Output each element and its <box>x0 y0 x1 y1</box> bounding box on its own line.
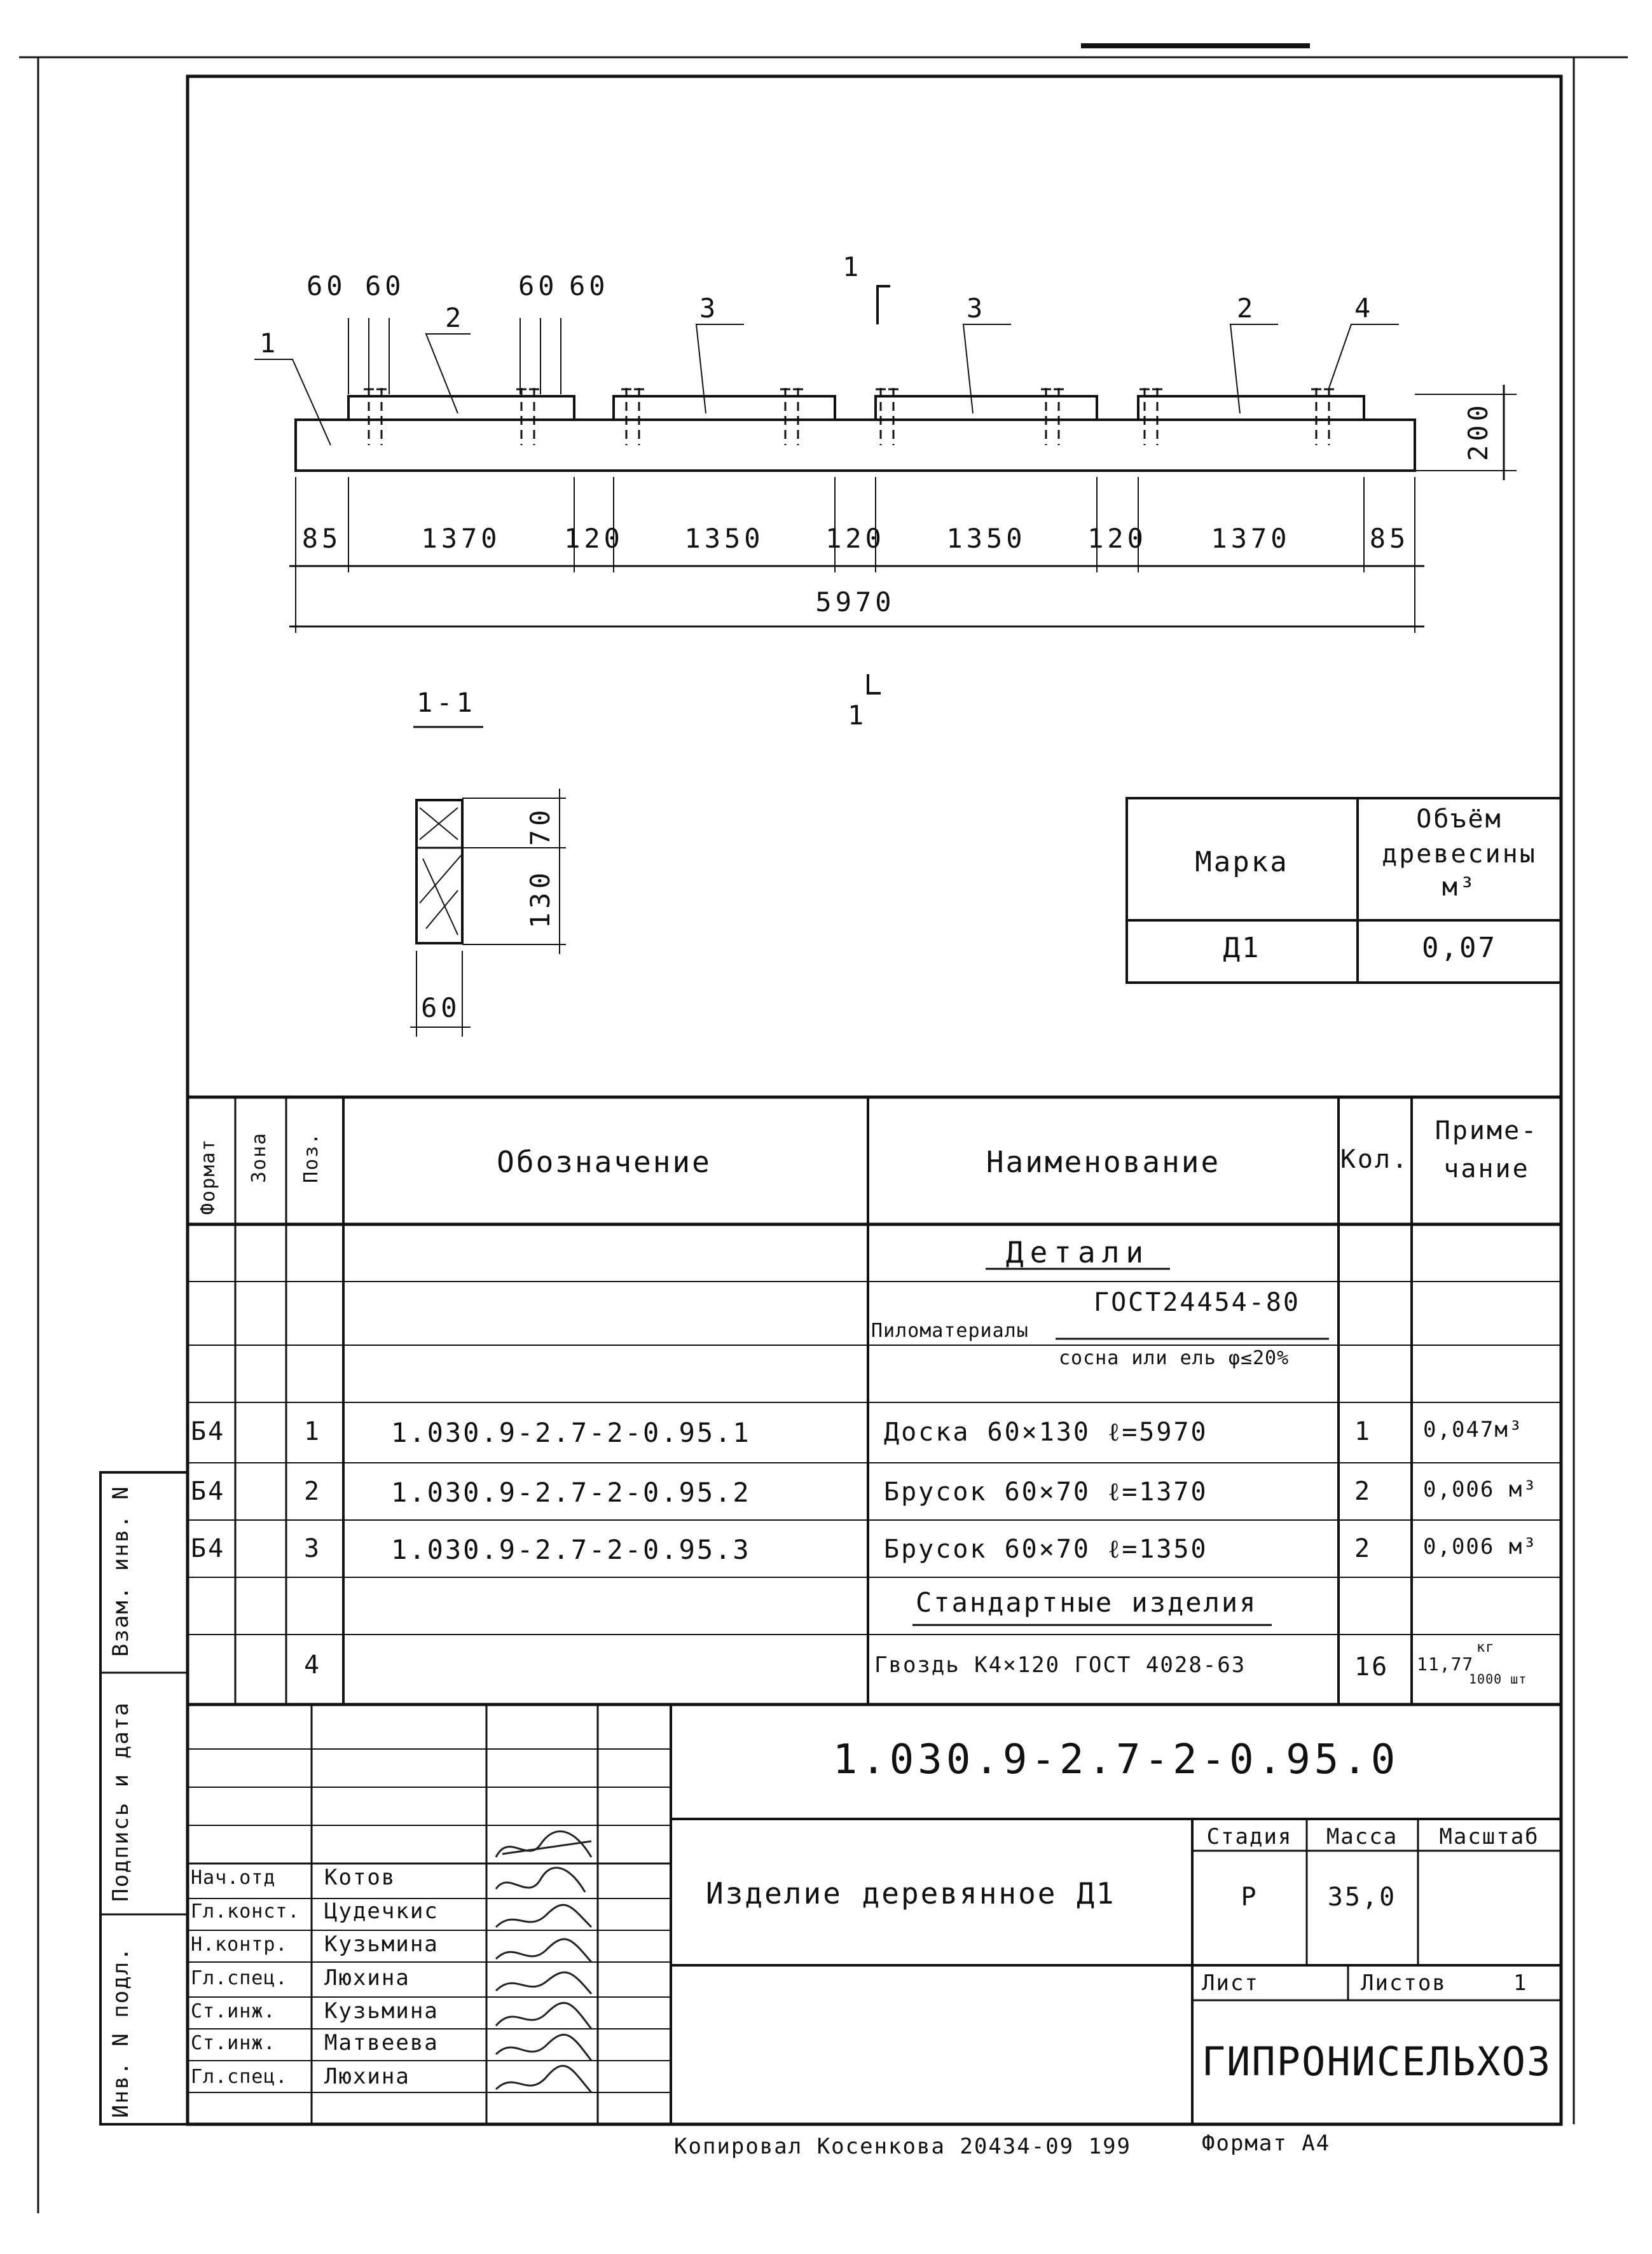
signer-role: Нач.отд <box>191 1867 276 1889</box>
row-pos: 1 <box>304 1417 322 1446</box>
section-dim-bottom: 130 <box>525 869 556 929</box>
material-label: Пиломатериалы <box>871 1320 1029 1342</box>
row-name: Брусок 60×70 ℓ=1370 <box>884 1477 1208 1507</box>
row-format: Б4 <box>191 1534 226 1563</box>
signer-role: Гл.спец. <box>191 1967 288 1989</box>
segment-dim: 85 <box>301 523 342 554</box>
part-label: 2 <box>445 302 465 333</box>
volume-row-mark: Д1 <box>1223 932 1261 964</box>
part-label: 1 <box>259 328 280 359</box>
signer-name: Люхина <box>324 2064 410 2089</box>
signer-name: Цудечкис <box>324 1898 439 1924</box>
row-note: 0,006 м³ <box>1423 1477 1538 1502</box>
signer-name: Кузьмина <box>324 1932 439 1957</box>
organization: ГИПРОНИСЕЛЬХОЗ <box>1201 2038 1552 2085</box>
spacing-label: 60 <box>306 270 347 301</box>
part-label: 3 <box>699 293 720 324</box>
nail-name: Гвоздь К4×120 ГОСТ 4028-63 <box>874 1652 1246 1678</box>
footer-copied: Копировал Косенкова 20434-09 199 <box>674 2134 1132 2159</box>
header-pos: Поз. <box>300 1131 322 1183</box>
signer-role: Гл.конст. <box>191 1900 300 1923</box>
side-stamp-vzam: Взам. инв. N <box>108 1485 134 1657</box>
doc-code: 1.030.9-2.7-2-0.95.0 <box>832 1736 1400 1783</box>
row-qty: 1 <box>1354 1417 1372 1446</box>
segment-dim: 1370 <box>421 523 501 554</box>
section-standard: Стандартные изделия <box>916 1587 1258 1618</box>
row-pos: 3 <box>304 1534 322 1563</box>
signer-name: Котов <box>324 1865 396 1890</box>
row-note: 0,047м³ <box>1423 1417 1524 1442</box>
segment-dim: 1350 <box>684 523 764 554</box>
side-stamp-inv: Инв. N подл. <box>108 1946 134 2118</box>
section-details: Детали <box>1005 1235 1150 1269</box>
header-note-2: чание <box>1443 1154 1530 1184</box>
row-name: Брусок 60×70 ℓ=1350 <box>884 1535 1208 1564</box>
segment-dim: 120 <box>564 523 624 554</box>
segment-dim: 85 <box>1369 523 1410 554</box>
total-length: 5970 <box>815 586 895 618</box>
signer-role: Ст.инж. <box>191 2032 276 2054</box>
volume-col-mark-header: Марка <box>1195 846 1289 878</box>
row-format: Б4 <box>191 1477 226 1506</box>
signer-role: Гл.спец. <box>191 2066 288 2088</box>
header-name: Наименование <box>986 1145 1221 1179</box>
row-designation: 1.030.9-2.7-2-0.95.3 <box>391 1534 751 1565</box>
segment-dim: 120 <box>1087 523 1147 554</box>
nail-note-unit-top: кг <box>1476 1640 1495 1656</box>
nail-note-unit-bottom: 1000 шт <box>1469 1671 1527 1687</box>
signer-role: Н.контр. <box>191 1933 288 1956</box>
volume-col-volume-header-1: Объём <box>1416 805 1503 834</box>
part-label: 3 <box>967 293 987 324</box>
footer-format: Формат А4 <box>1202 2131 1331 2156</box>
row-qty: 2 <box>1354 1534 1372 1563</box>
side-stamp-podpis: Подпись и дата <box>108 1701 134 1902</box>
row-designation: 1.030.9-2.7-2-0.95.1 <box>391 1417 751 1448</box>
mass-label: Масса <box>1326 1824 1398 1850</box>
header-zone: Зона <box>248 1131 270 1183</box>
section-dim-top: 70 <box>525 806 556 846</box>
signer-name: Люхина <box>324 1965 410 1991</box>
segment-dim: 1370 <box>1211 523 1291 554</box>
volume-col-volume-header-3: м³ <box>1442 873 1477 902</box>
row-note: 0,006 м³ <box>1423 1534 1538 1559</box>
mass-value: 35,0 <box>1327 1883 1397 1912</box>
signer-name: Кузьмина <box>324 1998 439 2024</box>
row-name: Доска 60×130 ℓ=5970 <box>884 1418 1208 1447</box>
signer-name: Матвеева <box>324 2030 439 2056</box>
nail-qty: 16 <box>1354 1652 1389 1682</box>
section-dim-width: 60 <box>421 992 461 1023</box>
header-note-1: Приме- <box>1435 1116 1539 1145</box>
stage-label: Стадия <box>1206 1824 1293 1850</box>
segment-dim: 1350 <box>946 523 1026 554</box>
spacing-label: 60 <box>365 270 405 301</box>
segment-dim: 120 <box>825 523 885 554</box>
volume-col-volume-header-2: древесины <box>1382 840 1537 869</box>
header-format: Формат <box>197 1138 219 1215</box>
signer-role: Ст.инж. <box>191 2000 276 2022</box>
spacing-label: 60 <box>569 270 609 301</box>
material-standard: ГОСТ24454-80 <box>1094 1288 1300 1317</box>
row-designation: 1.030.9-2.7-2-0.95.2 <box>391 1477 751 1508</box>
nail-pos: 4 <box>304 1650 322 1680</box>
header-designation: Обозначение <box>497 1145 712 1179</box>
section-marker-bottom: 1 <box>848 700 868 731</box>
item-name: Изделие деревянное Д1 <box>706 1876 1116 1911</box>
header-qty: Кол. <box>1340 1145 1410 1174</box>
sheets-label: Листов <box>1361 1970 1447 1996</box>
scale-label: Масштаб <box>1439 1824 1539 1850</box>
stage-value: Р <box>1241 1883 1258 1912</box>
volume-row-value: 0,07 <box>1422 932 1497 964</box>
nail-note-value: 11,77 <box>1417 1654 1474 1675</box>
sheet-label: Лист <box>1202 1970 1259 1996</box>
material-spec: сосна или ель φ≤20% <box>1059 1347 1290 1369</box>
part-label: 4 <box>1354 293 1375 324</box>
part-label: 2 <box>1237 293 1257 324</box>
height-dim: 200 <box>1463 401 1494 461</box>
spacing-label: 60 <box>518 270 558 301</box>
row-pos: 2 <box>304 1477 322 1506</box>
section-marker-top: 1 <box>843 251 863 282</box>
section-title: 1-1 <box>416 687 476 718</box>
row-format: Б4 <box>191 1417 226 1446</box>
sheets-value: 1 <box>1513 1970 1528 1996</box>
row-qty: 2 <box>1354 1477 1372 1506</box>
